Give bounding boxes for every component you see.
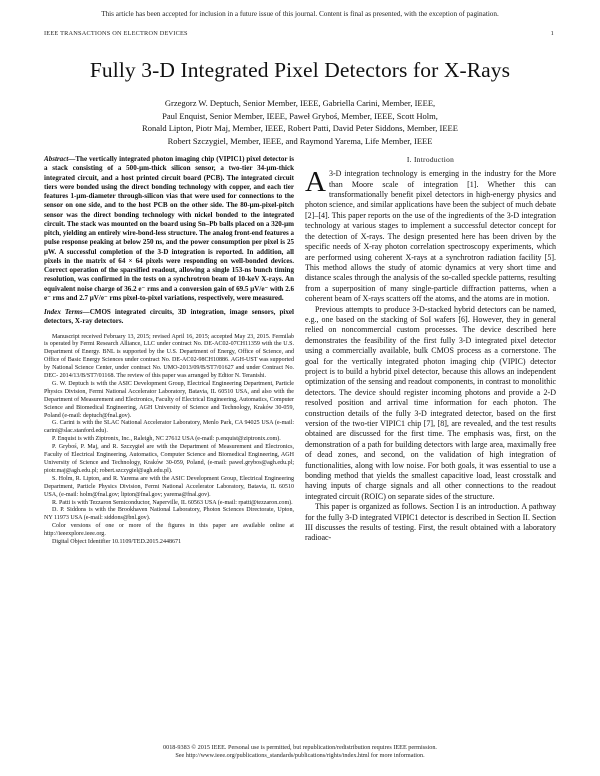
- author-line: Grzegorz W. Deptuch, Senior Member, IEEE, Gabriella Carini, Member, IEEE,: [164, 98, 436, 108]
- author-line: Paul Enquist, Senior Member, IEEE, Paweł Gryboś, Member, IEEE, Scott Holm,: [162, 110, 438, 121]
- drop-cap: A: [305, 166, 326, 199]
- manuscript-note: Manuscript received February 13, 2015; revised April 16, 2015; accepted May 23, 2015. Fermilab is operated by Fermi Research Alliance, LLC under contract No. DE-AC02-07CH11359 with the U.S. Department of Energy. BNL is supported by the U.S. Department of Energy, Office of Science, and Office of Basic Energy Sciences under contract No. DE-AC02-98CH10886. AGH-UST was supported by National Science Center, under contract No. UMO-2013/09/B/ST7/01627 and under Contract No. DEC- 2014/13/B/ST7/01168. The review of this paper was arranged by Editor N. Teranishi.: [44, 333, 294, 380]
- permissions-line: See http://www.ieee.org/publications_standards/publications/rights/index.html for more information.: [175, 752, 425, 760]
- section-heading: I. Introduction: [406, 155, 455, 164]
- running-header: [44, 30, 554, 37]
- intro-paragraph: This paper is organized as follows. Section I is an introduction. A pathway for the fully 3-D integrated VIPIC1 detector is described in Section II. Section III discusses the results of testing. First, the result obtained with a laboratory radioac-: [305, 502, 556, 543]
- affiliation-note: G. Carini is with the SLAC National Accelerator Laboratory, Menlo Park, CA 94025 USA (e-mail: carini@slac.stanford.edu).: [44, 420, 294, 435]
- author-notes: [44, 334, 294, 547]
- copyright-footer: [0, 744, 600, 760]
- doi-note: Digital Object Identifier 10.1109/TED.2015.2448671: [52, 539, 182, 546]
- paper-title: Fully 3-D Integrated Pixel Detectors for X-Rays: [89, 58, 511, 82]
- left-column: [44, 155, 294, 547]
- index-terms-label: Index Terms—: [44, 308, 90, 316]
- intro-paragraph: [305, 166, 556, 304]
- affiliation-note: R. Patti is with Tezzaron Semiconductor, Naperville, IL 60563 USA (e-mail: rpatti@tezzaron.com).: [52, 499, 293, 506]
- intro-paragraph-text: 3-D integration technology is emerging in the industry for the More than Moore scale of integration [1]. Whether this can transformationally benefit pixel detectors in high-energy physics and photon science, and similar applications have been the subject of much debate [2]–[4]. This paper reports on the use of the ingredients of the 3-D integration technology at various stages to implement a successful detector concept for the detection of X-rays. The design presented here has been driven by the specific needs of X-ray photon correlation spectroscopy experiments, which are performed using coherent X-rays at a synchrotron radiation facility [5]. This method allows the study of atomic dynamics at very short time and distance scales through the analysis of the so-called speckle patterns, resulting from a superposition of many single-particle diffraction patterns, when a coherent beam of X-rays scatters off the atoms, and the atoms are in motion.: [305, 169, 556, 304]
- affiliation-note: P. Enquist is with Ziptronix, Inc., Raleigh, NC 27612 USA (e-mail: p.enquist@ziptronix.com).: [52, 436, 281, 443]
- author-line: Robert Szczygiel, Member, IEEE, and Raymond Yarema, Life Member, IEEE: [167, 135, 433, 146]
- right-column: [305, 155, 556, 544]
- abstract-text: The vertically integrated photon imaging chip (VIPIC1) pixel detector is a stack consisting of a 500-μm-thick silicon sensor, a two-tier 34-μm-thick integrated circuit, and a host printed circuit board (PCB). The integrated circuit tiers were bonded using the direct bonding technology with copper, and each tier features 1-μm-diameter through-silicon vias that were used for connections to the sensor on one side, and to the host PCB on the other side. The 80-μm-pixel-pitch sensor was the direct bonding technology with nickel bonded to the integrated circuit. The stack was mounted on the board using Sn–Pb balls placed on a 320-μm pitch, yielding an entirely wire-bond-less structure. The analog front-end features a pulse response peaking at below 250 ns, and the power consumption per pixel is 25 μW. A successful completion of the 3-D integration is reported. In addition, all pixels in the matrix of 64 × 64 pixels were responding on well-bonded devices. Correct operation of the sparsified readout, allowing a single 153-ns bunch timing resolution, was confirmed in the tests on a synchrotron beam of 10-keV X-rays. An equivalent noise charge of 36.2 e⁻ rms and a conversion gain of 69.5 μV/e⁻ with 2.6 e⁻ rms and 2.7 μV/e⁻ rms pixel-to-pixel variations, respectively, were measured.: [44, 155, 294, 302]
- affiliation-note: S. Holm, R. Lipton, and R. Yarema are with the ASIC Development Group, Electrical Engineering Department, Particle Physics Division, Fermi National Accelerator Laboratory, Batavia, IL 60510 USA, (e-mail: holm@fnal.gov; lipton@fnal.gov; yarema@fnal.gov).: [44, 475, 294, 498]
- affiliation-note: D. P. Siddons is with the Brookhaven National Laboratory, Photon Sciences Directorate, Upton, NY 11973 USA (e-mail: siddons@bnl.gov).: [44, 507, 294, 522]
- author-list: [40, 97, 560, 147]
- index-terms: [44, 308, 294, 327]
- copyright-line: 0018-9383 © 2015 IEEE. Personal use is permitted, but republication/redistribution requires IEEE permission.: [163, 744, 437, 751]
- index-terms-text: CMOS integrated circuits, 3D integration, image sensors, pixel detectors, X-ray detectors.: [44, 308, 294, 326]
- author-line: Ronald Lipton, Piotr Maj, Member, IEEE, Robert Patti, David Peter Siddons, Member, IEEE: [142, 123, 458, 134]
- affiliation-note: G. W. Deptuch is with the ASIC Development Group, Electrical Engineering Department, Particle Physics Division, Fermi National Accelerator Laboratory, Batavia, IL 60510 USA, and also with the Department of Measurement and Electronics, Faculty of Electrical Engineering, Automatics, Computer Science and Biomedical Engineering, AGH University of Science and Technology, Kraków 30-059, Poland (e-mail: deptuch@fnal.gov).: [44, 380, 294, 419]
- color-figures-note: Color versions of one or more of the figures in this paper are available online at http://ieeexplore.ieee.org.: [44, 523, 294, 538]
- abstract-label: Abstract—: [44, 155, 76, 163]
- intro-paragraph: Previous attempts to produce 3-D-stacked hybrid detectors can be named, e.g., one based on the stacking of SoI wafers [6]. However, they in general relied on noncommercial custom processes. The device described here demonstrates the feasibility of the first fully 3-D integrated pixel detector using a commercially available, bulk CMOS process as a cornerstone. The goal for the vertically integrated photon imaging chip (VIPIC) detector project is to build a hybrid pixel detector, because this allows an independent optimization of the sensing and readout components, in contrast to monolithic detectors. The device should register incoming photons and provide a 2-D resolved position and arrival time information for each photon. The construction details of the fully 3-D integrated detector, based on the first version of the two-tier VIPIC1 chip [7], [8], are revealed, and the test results obtained are discussed for the first time. The emphasis was, first, on the demonstration of a path for building detectors with large area, maximally free of dead zones, and second, on the validation of high integration of functionalities, along with low noise. For both goals, it was essential to use a bonding method that yields the smallest capacitive load, least crosstalk and having inputs of charge signals and all other connections to the readout integrated circuit (ROIC) on separate sides of the structure.: [305, 304, 556, 501]
- abstract: [44, 155, 294, 303]
- affiliation-note: P. Gryboś, P. Maj, and R. Szczygieł are with the Department of Measurement and Electronics, Faculty of Electrical Engineering, Automatics, Computer Science and Biomedical Engineering, AGH University of Science and Technology, Kraków 30-059, Poland, (e-mail: pawel.grybos@agh.edu.pl; piotr.maj@agh.edu.pl; robert.szczygiel@agh.edu.pl).: [44, 444, 294, 474]
- page-number: 1: [550, 30, 554, 37]
- journal-name: IEEE TRANSACTIONS ON ELECTRON DEVICES: [44, 30, 188, 37]
- acceptance-note: This article has been accepted for inclusion in a future issue of this journal. Content is final as presented, with the exception of pagination.: [101, 10, 499, 18]
